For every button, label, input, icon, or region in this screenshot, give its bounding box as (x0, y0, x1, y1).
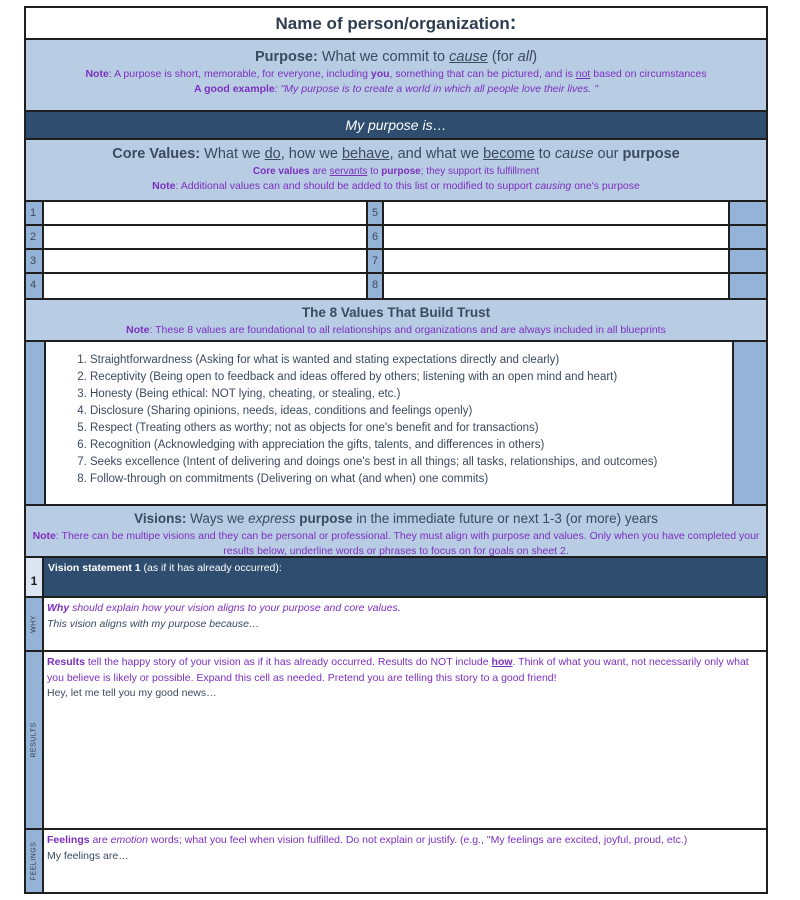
heading-text: in the immediate future or next 1-3 (or more) years (352, 511, 658, 526)
heading-text: our (593, 146, 623, 162)
results-text: . Think of what you want, not necessarily only what you believe is likely or possible. Expand this cell as needed. Pretend you are telling this story to a good friend! (47, 656, 749, 684)
why-field[interactable] (44, 598, 766, 650)
purpose-heading-cause: cause (449, 49, 488, 65)
trust-values-note (26, 323, 766, 338)
core-value-row (26, 274, 766, 298)
subnote-text: to (367, 166, 382, 177)
trust-values-header (26, 300, 766, 342)
vision-statement-hint: (as if it has already occurred): (140, 562, 282, 574)
feelings-row (26, 830, 766, 892)
trust-value-item: 2. Receptivity (Being open to feedback and ideas offered by others; listening with an open mind and heart) (90, 369, 732, 386)
heading-behave: behave, (341, 146, 394, 162)
subnote-servants: servants (329, 166, 368, 177)
trust-value-item: 6. Recognition (Acknowledging with appreciation the gifts, talents, and differences in others) (90, 437, 732, 454)
visions-section (26, 506, 766, 558)
core-value-number: 2 (26, 226, 44, 250)
why-bold: Why (47, 602, 70, 614)
trust-value-item: 7. Seeks excellence (Intent of delivering and doings one's best in all things; all tasks, relationships, and outcomes) (90, 454, 732, 471)
note-text: based on circumstances (590, 68, 707, 80)
feelings-label-text: FEELINGS (30, 841, 38, 881)
purpose-heading-all: all (517, 49, 533, 65)
core-values-subnote (26, 164, 766, 179)
purpose-heading-label: Purpose: (254, 49, 318, 65)
feelings-instruction (47, 833, 763, 849)
core-value-side-cell (730, 274, 766, 298)
feelings-text: words; what you feel when vision fulfilled. Do not explain or justify. (e.g., "My feelings are excited, joyful, proud, etc.) (147, 834, 688, 846)
core-value-input-5[interactable] (384, 202, 730, 226)
core-value-side-cell (730, 226, 766, 250)
results-label-text: RESULTS (30, 722, 38, 758)
purpose-heading-tail: (for (487, 49, 518, 65)
note-label: Note (126, 324, 150, 336)
visions-note (26, 529, 766, 559)
purpose-heading (26, 47, 766, 67)
core-value-number: 8 (366, 274, 384, 298)
heading-text: and what we (393, 146, 484, 162)
trust-right-side (734, 342, 766, 504)
subnote-text: ; they support its fulfillment (420, 166, 540, 177)
core-value-side-cell (730, 202, 766, 226)
heading-purpose: purpose (299, 511, 353, 526)
core-value-number: 5 (366, 202, 384, 226)
note-causing: causing (535, 180, 572, 192)
trust-value-item: 3. Honesty (Being ethical: NOT lying, cheating, or stealing, etc.) (90, 386, 732, 403)
core-value-number: 7 (366, 250, 384, 274)
feelings-bold: Feelings (47, 834, 90, 846)
results-text: tell the happy story of your vision as if it has already occurred. Results do NOT include (84, 656, 492, 668)
feelings-text: are (89, 834, 111, 846)
trust-left-side (26, 342, 44, 504)
note-text: : Additional values can and should be added to this list or modified to support (175, 180, 536, 192)
note-text: : These 8 values are foundational to all relationships and organizations and are always included in all blueprints (149, 324, 666, 336)
note-you: you (370, 68, 390, 80)
core-value-input-7[interactable] (384, 250, 730, 274)
blueprint-sheet (24, 6, 768, 894)
core-value-input-4[interactable] (44, 274, 366, 298)
heading-express: express (248, 511, 296, 526)
my-purpose-label: My purpose is… (345, 117, 447, 133)
heading-text: to (534, 146, 555, 162)
core-value-input-1[interactable] (44, 202, 366, 226)
example-label: A good example (194, 83, 275, 95)
vision-number: 1 (26, 558, 44, 596)
note-not: not (575, 68, 591, 80)
note-text: , something that can be pictured, and is (389, 68, 576, 80)
heading-purpose: purpose (622, 146, 680, 162)
purpose-section (26, 40, 766, 112)
trust-values-list (44, 342, 734, 504)
why-instruction (47, 601, 763, 617)
results-bold: Results (47, 656, 85, 668)
core-value-input-6[interactable] (384, 226, 730, 250)
note-label: Note (152, 180, 176, 192)
feelings-side-label (26, 830, 44, 892)
results-placeholder: Hey, let me tell you my good news… (47, 687, 217, 699)
core-value-number: 4 (26, 274, 44, 298)
results-instruction (47, 655, 763, 686)
why-row (26, 598, 766, 652)
example-text: : "My purpose is to create a world in which all people love their lives. " (274, 83, 598, 95)
vision-statement-field[interactable] (44, 558, 766, 596)
results-row (26, 652, 766, 830)
visions-label: Visions: (134, 511, 187, 526)
core-values-note (26, 179, 766, 194)
trust-value-item: 5. Respect (Treating others as worthy; not as objects for one's benefit and for transactions) (90, 420, 732, 437)
core-value-number: 6 (366, 226, 384, 250)
core-values-label: Core Values: (112, 146, 201, 162)
core-values-heading (26, 144, 766, 164)
trust-value-item: 1. Straightforwardness (Asking for what is wanted and stating expectations directly and clearly) (90, 352, 732, 369)
trust-value-item: 8. Follow-through on commitments (Delivering on what (and when) one commits) (90, 471, 732, 488)
purpose-example (26, 82, 766, 97)
heading-text: Ways we (186, 511, 249, 526)
trust-values-body (26, 342, 766, 506)
subnote-label: Core values (252, 166, 310, 177)
why-text: should explain how your vision aligns to your purpose and core values. (69, 602, 401, 614)
page-title: Name of person/organization (275, 14, 510, 33)
core-value-row (26, 202, 766, 226)
trust-values-heading: The 8 Values That Build Trust (301, 305, 491, 320)
core-values-grid (26, 202, 766, 300)
vision-statement-label: Vision statement 1 (48, 562, 141, 574)
results-field[interactable] (44, 652, 766, 828)
purpose-heading-close: ) (532, 49, 538, 65)
core-value-input-2[interactable] (44, 226, 366, 250)
my-purpose-field[interactable] (26, 112, 766, 140)
subnote-purpose: purpose (381, 166, 421, 177)
heading-text: What we (200, 146, 265, 162)
results-side-label (26, 652, 44, 828)
purpose-heading-text: What we commit to (317, 49, 450, 65)
note-text: : A purpose is short, memorable, for everyone, including (108, 68, 371, 80)
feelings-emotion: emotion (110, 834, 148, 846)
trust-value-item: 4. Disclosure (Sharing opinions, needs, ideas, conditions and feelings openly) (90, 403, 732, 420)
core-value-number: 3 (26, 250, 44, 274)
feelings-placeholder: My feelings are… (47, 849, 129, 862)
note-text: one's purpose (571, 180, 640, 192)
core-value-number: 1 (26, 202, 44, 226)
note-text: : There can be multipe visions and they can be personal or professional. They must align with purpose and values. Only when you have completed your results below, underline words or phrases to focus on for goals on sheet 2. (55, 530, 760, 557)
why-placeholder: This vision aligns with my purpose because… (47, 617, 260, 630)
visions-heading (26, 509, 766, 529)
why-label-text: WHY (30, 615, 38, 633)
heading-text: , how we (280, 146, 342, 162)
heading-cause: cause (554, 146, 594, 162)
core-value-row (26, 226, 766, 250)
core-value-row (26, 250, 766, 274)
why-side-label (26, 598, 44, 650)
heading-do: do (264, 146, 281, 162)
results-how: how (491, 656, 513, 668)
note-label: Note (85, 68, 109, 80)
core-value-side-cell (730, 250, 766, 274)
vision-statement-row (26, 558, 766, 598)
title-colon: : (509, 12, 517, 34)
feelings-field[interactable] (44, 830, 766, 892)
name-field-row[interactable] (26, 8, 766, 40)
note-label: Note (32, 530, 56, 542)
purpose-note (26, 67, 766, 82)
core-value-input-3[interactable] (44, 250, 366, 274)
heading-become: become (483, 146, 535, 162)
subnote-text: are (309, 166, 330, 177)
core-value-input-8[interactable] (384, 274, 730, 298)
core-values-section (26, 140, 766, 202)
